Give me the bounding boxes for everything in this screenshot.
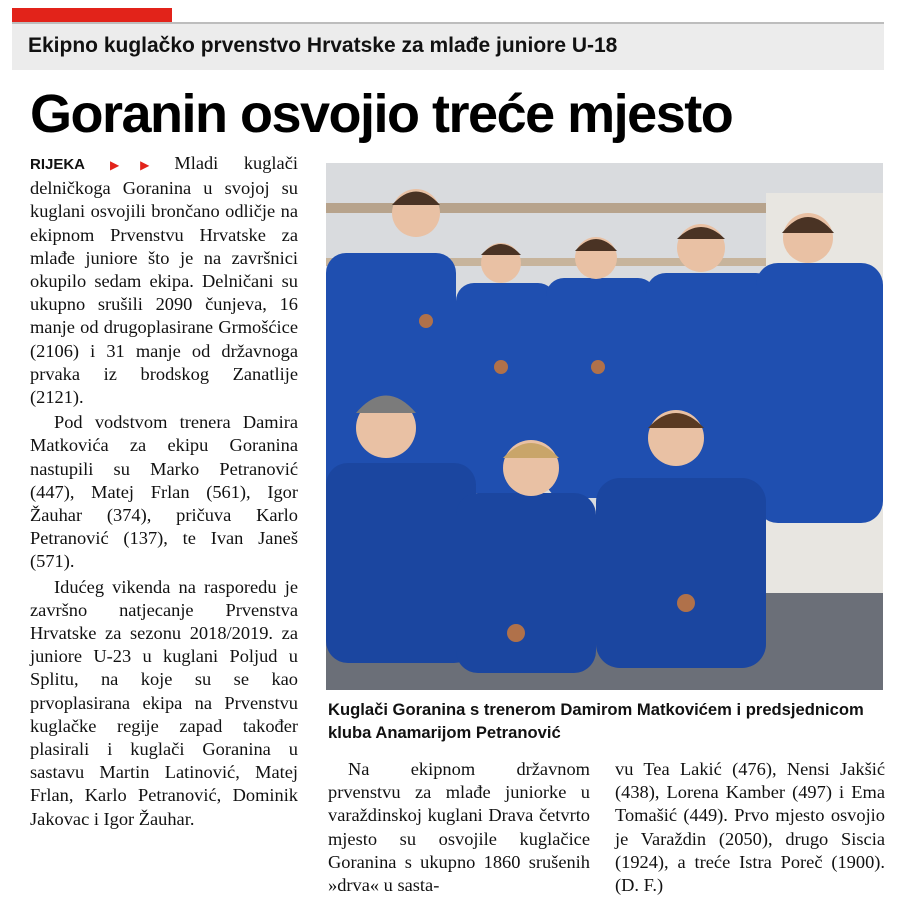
team-photo-illustration (326, 163, 883, 690)
team-photo (326, 163, 883, 690)
dateline-arrow-icon: ▶▶ (89, 158, 171, 172)
paragraph-1 (30, 152, 298, 409)
paragraph-2: Pod vodstvom trenera Damira Matkovića za ekipu Goranina nastupili su Marko Petranović (447), Matej Frlan (561), Igor Žauhar (374), pričuva Karlo Petranović (137), te Ivan Janeš (571). (30, 412, 298, 572)
paragraph-3: Idućeg vikenda na rasporedu je završno natjecanje Prvenstva Hrvatske za sezonu 2018/2019. za juniore U-23 u kuglani Poljud u Splitu, na koje su se kao prvoplasirana ekipa na Prvenstvu kuglačke regije zapad također plasirali i kuglači Goranina u sastavu Martin Latinović, Matej Frlan, Karlo Petranović, Dominik Jakovac i Igor Žauhar. (30, 576, 298, 829)
section-accent-bar (12, 8, 172, 22)
kicker: Ekipno kuglačko prvenstvo Hrvatske za mlađe juniore U-18 (12, 22, 884, 70)
headline: Goranin osvojio treće mjesto (30, 84, 733, 144)
paragraph-1-text: Mladi kuglači delničkoga Goranina u svojoj su kuglani osvojili brončano odličje na ekipnom Prvenstvu Hrvatske za mlađe juniore što je na završnici okupilo sedam ekipa. Delničani su ukupno srušili 2090 čunjeva, 16 manje od drugoplasirane Grmošćice (2106) i 31 manje od državnoga prvaka iz brodskog Zanatlije (2121). (30, 153, 298, 408)
article-column-2: Na ekipnom državnom prvenstvu za mlađe juniorke u varaždinskoj kuglani Drava četvrto mjesto su osvojile kuglačice Goranina s ukupno 1860 srušenih »drva« u sasta- (328, 759, 590, 896)
article-column-3: vu Tea Lakić (476), Nensi Jakšić (438), Lorena Kamber (497) i Ema Tomašić (449). Prvo mjesto osvojio je Varaždin (2050), drugo Siscia (1924), a treće Istra Poreč (1900). (D. F.) (615, 759, 885, 896)
dateline: RIJEKA (30, 156, 86, 173)
article-column-1 (30, 152, 298, 831)
photo-caption: Kuglači Goranina s trenerom Damirom Matkovićem i predsjednicom kluba Anamarijom Petranović (328, 700, 864, 742)
